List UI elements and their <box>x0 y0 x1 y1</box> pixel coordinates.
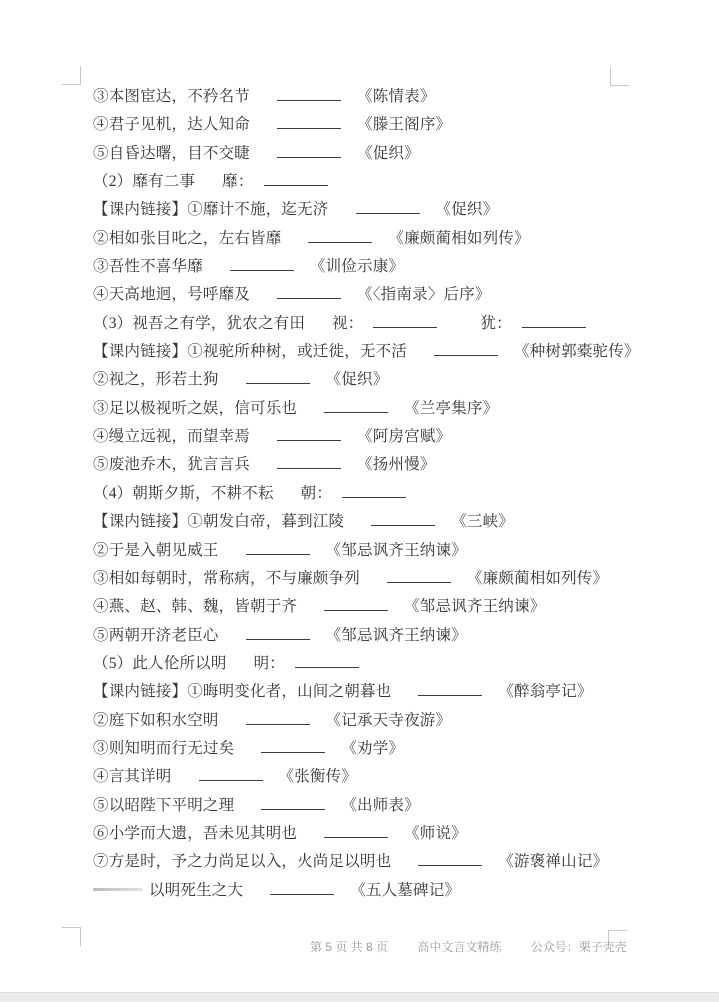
clause-text: ④燕、赵、韩、魏，皆朝于齐 <box>93 598 298 616</box>
worksheet-line <box>93 593 653 621</box>
worksheet-line <box>93 508 653 536</box>
source-title: 《五人墓碑记》 <box>350 881 461 899</box>
worksheet-line <box>93 366 653 394</box>
source-title: 《训俭示康》 <box>309 258 405 276</box>
footer-page-number: 第 5 页 共 8 页 <box>310 940 389 954</box>
worksheet-line <box>93 281 653 309</box>
clause-text: （2）靡有二事 <box>93 173 196 191</box>
answer-blank <box>264 171 328 186</box>
clause-text: ②视之，形若土狗 <box>93 371 219 389</box>
answer-blank <box>387 568 451 583</box>
answer-blank <box>277 114 341 129</box>
clause-text: ⑦方是时，予之力尚足以入，火尚足以明也 <box>93 853 392 871</box>
crop-mark-top-left <box>62 66 81 85</box>
clause-text: ②于是入朝见威王 <box>93 541 219 559</box>
source-title: 《阿房宫赋》 <box>357 428 452 446</box>
page-footer <box>310 938 627 955</box>
source-title: 《劝学》 <box>341 739 405 757</box>
answer-blank <box>230 256 294 271</box>
worksheet-line <box>93 848 653 876</box>
source-title: 《促织》 <box>357 144 420 162</box>
worksheet-line <box>93 650 653 678</box>
clause-text: ②相如张目叱之，左右皆靡 <box>93 229 282 247</box>
clause-text: ⑤两朝开济老臣心 <box>93 626 219 644</box>
source-title: 《邹忌讽齐王纳谏》 <box>404 598 546 616</box>
answer-blank <box>277 454 341 469</box>
answer-blank <box>246 625 310 640</box>
worksheet-line <box>93 480 653 508</box>
worksheet-line <box>93 565 653 593</box>
clause-text: 【课内链接】①晦明变化者，山间之朝暮也 <box>93 683 392 701</box>
worksheet-line <box>93 338 653 366</box>
worksheet-line <box>93 253 653 281</box>
answer-label: 靡： <box>222 173 254 191</box>
worksheet-line <box>93 111 653 139</box>
answer-blank <box>277 86 341 101</box>
source-title: 《滕王阁序》 <box>357 116 452 134</box>
worksheet-line <box>93 763 653 791</box>
source-title: 《扬州慢》 <box>357 456 436 474</box>
clause-text: ⑤废池乔木，犹言言兵 <box>93 456 251 474</box>
source-title: 《记承天寺夜游》 <box>325 711 452 729</box>
answer-blank <box>418 681 482 696</box>
worksheet-line <box>93 140 653 168</box>
source-title: 《张衡传》 <box>278 768 358 786</box>
answer-blank <box>324 596 388 611</box>
worksheet-line <box>93 395 653 423</box>
source-title: 《种树郭橐驼传》 <box>514 343 640 361</box>
source-title: 《师说》 <box>404 824 467 842</box>
worksheet-line <box>93 735 653 763</box>
clause-text: ⑥小学而大遗，吾未见其明也 <box>93 824 298 842</box>
worksheet-line <box>93 451 653 479</box>
worksheet-line <box>93 83 653 111</box>
answer-label: 明： <box>253 654 285 672</box>
answer-blank <box>246 540 310 555</box>
source-title: 《廉颇蔺相如列传》 <box>388 229 530 247</box>
answer-label: 朝： <box>300 484 333 502</box>
clause-text: 【课内链接】①靡计不施，迄无济 <box>93 201 329 219</box>
worksheet-line <box>93 168 653 196</box>
answer-blank <box>373 313 437 328</box>
worksheet-line <box>93 820 653 848</box>
source-title: 《廉颇蔺相如列传》 <box>466 569 609 587</box>
answer-blank <box>434 341 498 356</box>
clause-text: 【课内链接】①视驼所种树，或迁徙，无不活 <box>93 343 408 361</box>
answer-label: 视： <box>332 314 364 332</box>
clause-text: ③足以极视听之娱，信可乐也 <box>93 399 298 417</box>
answer-blank <box>261 738 325 753</box>
clause-text: 【课内链接】①朝发白帝，暮到江陵 <box>93 513 345 531</box>
answer-blank <box>418 851 482 866</box>
source-title: 《游褒禅山记》 <box>498 853 609 871</box>
clause-text: ③则知明而行无过矣 <box>93 739 235 757</box>
footer-account: 公众号：栗子壳壳 <box>530 940 627 954</box>
answer-blank <box>199 766 263 781</box>
page-edge-strip <box>0 992 719 1002</box>
clause-text: （4）朝斯夕斯，不耕不耘 <box>93 484 274 502</box>
answer-blank <box>270 880 334 895</box>
faded-mark <box>93 888 143 891</box>
source-title: 《出师表》 <box>341 796 420 814</box>
answer-label: 犹： <box>480 314 512 332</box>
clause-text: ③本图宦达，不矜名节 <box>93 88 251 105</box>
clause-text: ③吾性不喜华靡 <box>93 258 203 276</box>
clause-text: ④言其详明 <box>93 768 172 786</box>
clause-text: ⑤自昏达曙，目不交睫 <box>93 144 251 162</box>
source-title: 《醉翁亭记》 <box>498 683 593 701</box>
worksheet-line <box>93 423 653 451</box>
source-title: 《促织》 <box>325 371 389 389</box>
clause-text: ④天高地迥，号呼靡及 <box>93 286 251 304</box>
answer-blank <box>277 284 341 299</box>
worksheet-lines <box>93 83 653 905</box>
answer-blank <box>277 426 341 441</box>
worksheet-line <box>93 877 653 905</box>
answer-blank <box>277 143 341 158</box>
answer-blank <box>261 795 325 810</box>
source-title: 《兰亭集序》 <box>404 399 499 417</box>
source-title: 《陈情表》 <box>357 88 436 105</box>
answer-blank <box>522 313 586 328</box>
worksheet-line <box>93 310 653 338</box>
worksheet-line <box>93 792 653 820</box>
answer-blank <box>246 369 310 384</box>
source-title: 《三峡》 <box>451 513 515 531</box>
source-title: 《邹忌讽齐王纳谏》 <box>325 541 467 559</box>
source-title: 《〈指南录〉后序》 <box>357 286 491 304</box>
answer-blank <box>324 398 388 413</box>
worksheet-line <box>93 225 653 253</box>
source-title: 《邹忌讽齐王纳谏》 <box>325 626 467 644</box>
footer-doc-title: 高中文言文精练 <box>417 940 502 954</box>
clause-text: （3）视吾之有学，犹农之有田 <box>93 314 306 332</box>
worksheet-line <box>93 707 653 735</box>
answer-blank <box>371 511 435 526</box>
worksheet-line <box>93 678 653 706</box>
crop-mark-bottom-left <box>62 927 81 946</box>
answer-blank <box>308 228 372 243</box>
clause-text: ⑤以昭陛下平明之理 <box>93 796 235 814</box>
clause-text: ④缦立远视，而望幸焉 <box>93 428 251 446</box>
answer-blank <box>356 199 420 214</box>
worksheet-line <box>93 537 653 565</box>
answer-blank <box>295 653 359 668</box>
answer-blank <box>324 823 388 838</box>
source-title: 《促织》 <box>435 201 499 219</box>
clause-text: 以明死生之大 <box>149 881 244 899</box>
clause-text: ③相如每朝时，常称病，不与廉颇争列 <box>93 569 360 587</box>
clause-text: （5）此人伦所以明 <box>93 654 227 672</box>
worksheet-line <box>93 196 653 224</box>
worksheet-line <box>93 622 653 650</box>
answer-blank <box>342 483 406 498</box>
answer-blank <box>246 710 310 725</box>
clause-text: ④君子见机，达人知命 <box>93 116 251 134</box>
clause-text: ②庭下如积水空明 <box>93 711 219 729</box>
